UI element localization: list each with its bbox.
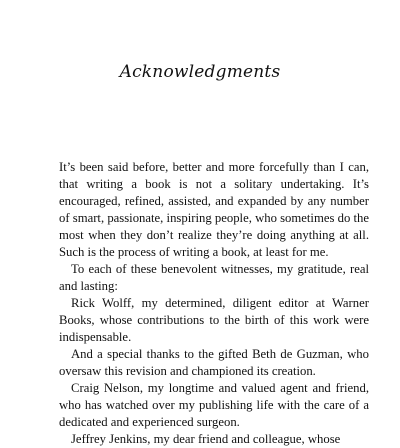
page-title: Acknowledgments xyxy=(119,62,281,82)
paragraph-1: It’s been said before, better and more forcefully than I can, that writing a book is not a solitary undertaking. It’s encouraged, refined, assisted, and expanded by any number of smart, passionate, inspiring people, who sometimes do the most when they don’t realize they’re doing anything at all. Such is the process of writing a book, at least for me. xyxy=(59,160,369,259)
paragraph-2: To each of these benevolent witnesses, my gratitude, real and lasting: xyxy=(59,262,369,293)
acknowledgments-text xyxy=(59,159,369,446)
paragraph-5: Craig Nelson, my longtime and valued agent and friend, who has watched over my publishing life with the care of a dedicated and experienced surgeon. xyxy=(59,381,369,429)
paragraph-4: And a special thanks to the gifted Beth de Guzman, who oversaw this revision and championed its creation. xyxy=(59,347,369,378)
paragraph-6: Jeffrey Jenkins, my dear friend and colleague, whose xyxy=(71,432,341,446)
paragraph-3: Rick Wolff, my determined, diligent editor at Warner Books, whose contributions to the birth of this work were indispensable. xyxy=(59,296,369,344)
